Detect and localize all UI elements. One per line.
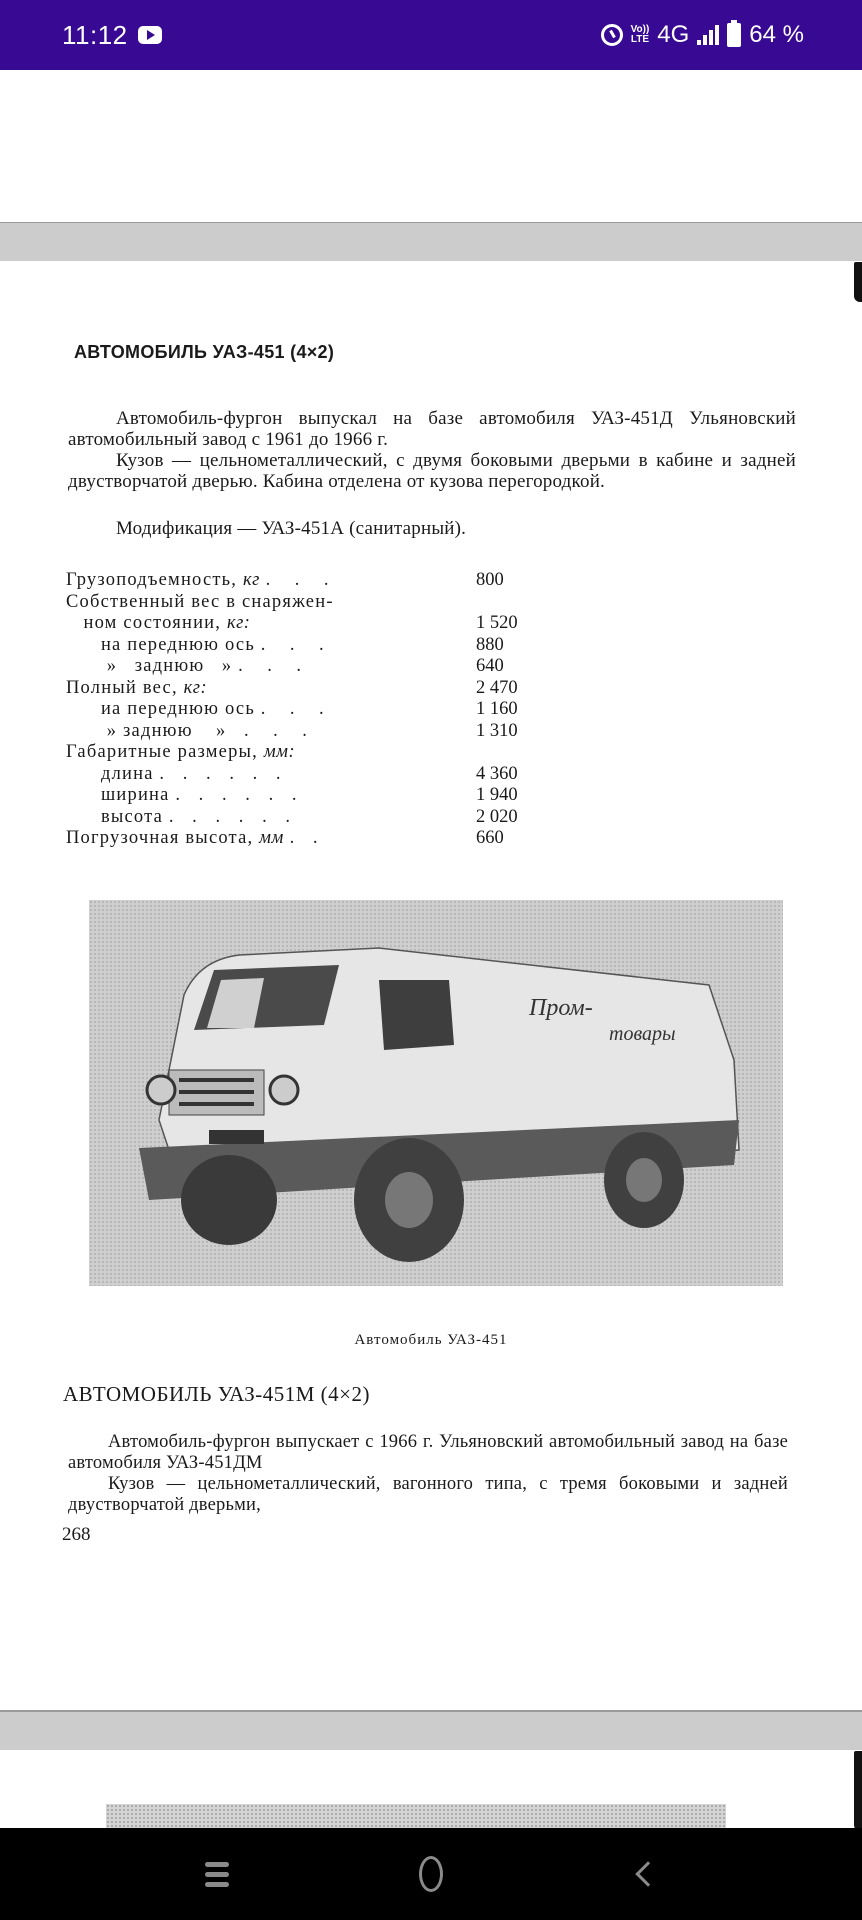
svg-text:товары: товары	[609, 1023, 676, 1045]
document-viewer[interactable]	[0, 70, 862, 1828]
home-icon	[419, 1856, 443, 1892]
spec-row: Погрузочная высота, мм . . 660	[66, 828, 504, 848]
page-gap	[0, 1712, 862, 1750]
spec-row: ном состоянии, кг: 1 520	[66, 613, 518, 633]
spec-row: » заднюю » . . . 640	[66, 656, 504, 676]
page-gap	[0, 223, 862, 261]
van-photo	[89, 900, 783, 1286]
alarm-icon	[601, 24, 623, 46]
signal-icon	[697, 25, 719, 45]
spec-row: длина . . . . . . 4 360	[66, 763, 518, 784]
back-button[interactable]	[615, 1844, 675, 1904]
section-heading: АВТОМОБИЛЬ УАЗ-451М (4×2)	[63, 1382, 370, 1406]
status-bar	[0, 0, 862, 70]
paragraph: Автомобиль-фургон выпускает с 1966 г. Ульяновский автомобильный завод на базе автомобиля УАЗ-451ДМ	[68, 1432, 788, 1473]
spec-row: ширина . . . . . . 1 940	[66, 785, 518, 805]
spec-row: на переднюю ось . . . 880	[66, 634, 504, 655]
status-icons	[601, 21, 804, 49]
spec-row: Полный вес, кг: 2 470	[66, 677, 518, 698]
van-illustration	[89, 900, 783, 1286]
navigation-bar	[0, 1828, 862, 1920]
recents-icon	[205, 1862, 229, 1887]
spec-row: Собственный вес в снаряжен-	[66, 591, 334, 612]
youtube-icon	[138, 26, 162, 44]
back-icon	[635, 1861, 660, 1886]
network-type: 4G	[657, 21, 690, 48]
specifications-table	[66, 570, 566, 850]
spec-row: высота . . . . . . 2 020	[66, 806, 518, 827]
spec-row: » заднюю » . . . 1 310	[66, 720, 518, 741]
battery-percent: 64 %	[749, 21, 804, 48]
spec-row: Габаритные размеры, мм:	[66, 742, 296, 762]
volte-icon: Vo)) LTE	[630, 24, 650, 45]
paragraph: Кузов — цельнометаллический, с двумя боковыми дверьми в кабине и задней двустворчатой дверью. Кабина отделена от кузова перегородкой.	[68, 450, 796, 492]
paragraph: Модификация — УАЗ-451А (санитарный).	[116, 518, 467, 539]
next-page-photo	[106, 1804, 726, 1828]
page-number: 268	[62, 1524, 91, 1545]
home-button[interactable]	[401, 1844, 461, 1904]
page-edge-mark	[854, 1751, 862, 1828]
paragraph: Автомобиль-фургон выпускал на базе автомобиля УАЗ-451Д Ульяновский автомобильный завод с 1961 до 1966 г.	[68, 408, 796, 450]
paragraph: Кузов — цельнометаллический, вагонного типа, с тремя боковыми и задней двустворчатой дверьми,	[68, 1474, 788, 1515]
spec-row: Грузоподъемность, кг . . . 800	[66, 570, 504, 590]
photo-caption: Автомобиль УАЗ-451	[354, 1332, 508, 1348]
clock: 11:12	[62, 19, 128, 50]
svg-text:Пром-: Пром-	[529, 995, 593, 1021]
recents-button[interactable]	[187, 1844, 247, 1904]
page-edge-mark	[854, 262, 862, 302]
spec-row: иа переднюю ось . . . 1 160	[66, 699, 518, 719]
battery-icon	[727, 23, 741, 47]
section-heading: АВТОМОБИЛЬ УАЗ-451 (4×2)	[74, 342, 335, 362]
